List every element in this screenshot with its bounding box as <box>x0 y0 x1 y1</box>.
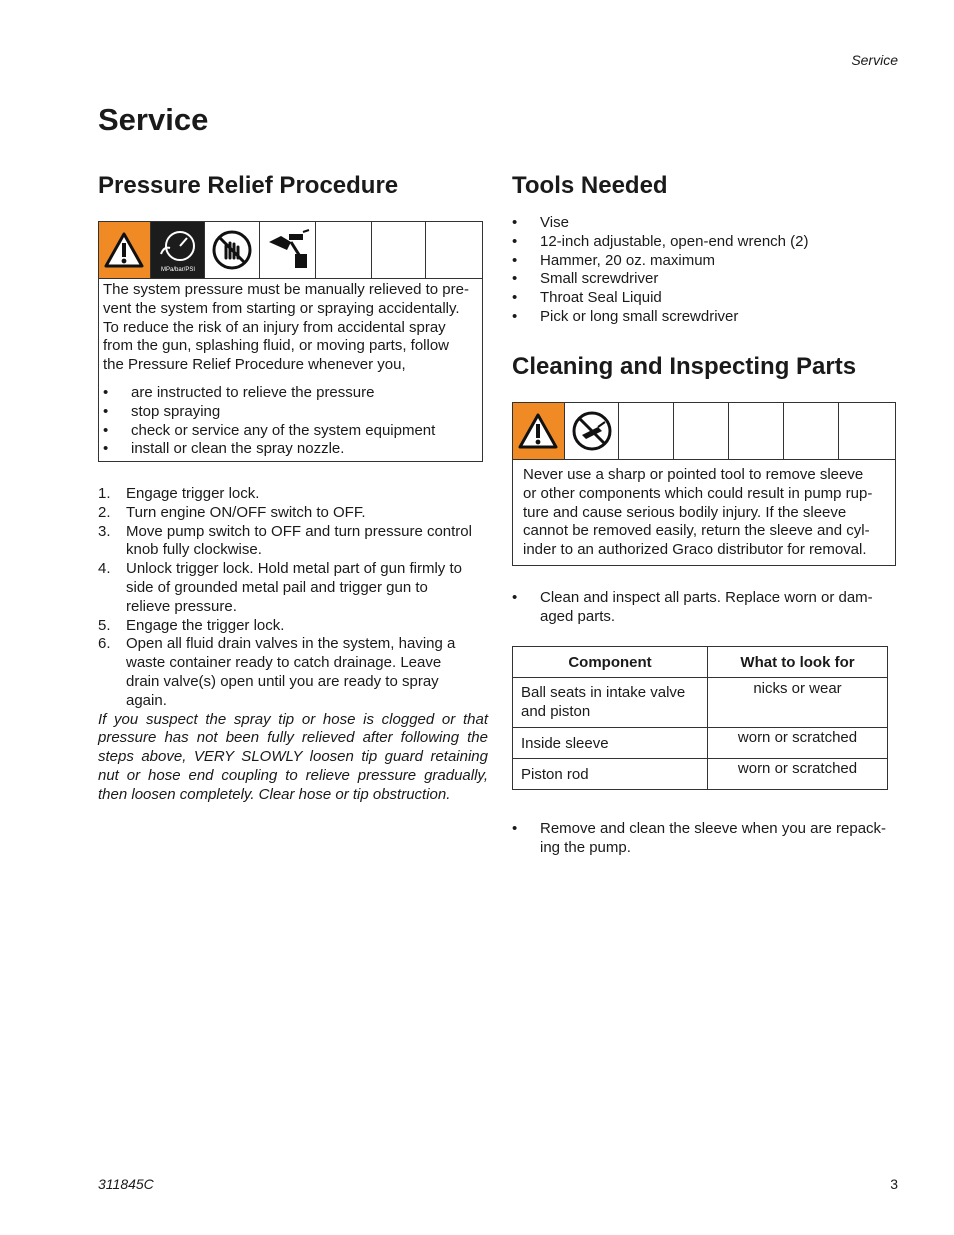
clean-inspect-bullet: • Clean and inspect all parts. Replace worn or dam- aged parts. <box>512 589 873 625</box>
running-header: Service <box>851 52 898 68</box>
tools-list <box>512 214 902 327</box>
cleaning-warning-box <box>512 402 896 566</box>
relief-steps-list <box>98 485 488 805</box>
warning-text-line: To reduce the risk of an injury from accidental spray <box>103 318 446 336</box>
list-item: • check or service any of the system equipment <box>103 421 436 439</box>
doc-number: 311845C <box>98 1176 154 1192</box>
warning-triangle-icon <box>99 222 151 278</box>
list-item: • Hammer, 20 oz. maximum <box>512 251 716 269</box>
list-item: • Throat Seal Liquid <box>512 289 662 307</box>
warning-text-line: or other components which could result in pump rup- <box>523 484 873 502</box>
list-item: • install or clean the spray nozzle. <box>103 440 345 458</box>
spray-gun-trigger-icon <box>260 222 316 278</box>
warning-text-line: the Pressure Relief Procedure whenever you, <box>103 356 406 374</box>
list-item: • Pick or long small screwdriver <box>512 307 739 325</box>
pressure-relief-heading: Pressure Relief Procedure <box>98 172 399 199</box>
warning-triangle-icon <box>513 403 565 459</box>
table-header: Component <box>513 647 708 678</box>
warning-text-line: vent the system from starting or spraying accidentally. <box>103 299 460 317</box>
warning-text-line: cannot be removed easily, return the sleeve and cyl- <box>523 522 870 540</box>
step-item: 3. Move pump switch to OFF and turn pressure control knob fully clockwise. <box>98 522 472 559</box>
list-item: • Small screwdriver <box>512 270 659 288</box>
pressure-relief-warning-box <box>98 221 483 462</box>
list-item: • Vise <box>512 214 569 231</box>
svg-text:MPa/bar/PSI: MPa/bar/PSI <box>160 267 195 273</box>
warning-text-line: Never use a sharp or pointed tool to remove sleeve <box>523 466 864 483</box>
no-sharp-tool-icon <box>565 403 620 459</box>
table-row: Ball seats in intake valve and piston nicks or wear <box>513 678 888 728</box>
table-header: What to look for <box>708 647 888 678</box>
warning-text-line: from the gun, splashing fluid, or moving parts, follow <box>103 337 450 355</box>
step-item: 6. Open all fluid drain valves in the system, having a waste container ready to catch drainage. Leave drain valve(s) open until you are ready to spray again. <box>98 635 456 709</box>
page-number: 3 <box>890 1176 898 1192</box>
list-item: • stop spraying <box>103 402 221 420</box>
tools-needed-heading: Tools Needed <box>512 172 668 199</box>
pressure-gauge-icon <box>151 222 206 278</box>
step-item: 5. Engage the trigger lock. <box>98 616 285 634</box>
table-row: Piston rod worn or scratched <box>513 759 888 790</box>
clog-note: If you suspect the spray tip or hose is clogged or that pressure has not been fully relieved after following the steps above, VERY SLOWLY loosen tip guard retaining nut or hose end coupling to relieve pressure gradually, then loosen completely. Clear hose or tip obstruction. <box>98 710 488 803</box>
warning-text-line: inder to an authorized Graco distributor for removal. <box>523 541 867 559</box>
step-item: 4. Unlock trigger lock. Hold metal part of gun firmly to side of grounded metal pail and trigger gun to relieve pressure. <box>98 560 462 615</box>
list-item: • 12-inch adjustable, open-end wrench (2) <box>512 232 809 250</box>
table-row: Inside sleeve worn or scratched <box>513 728 888 759</box>
step-item: 1. Engage trigger lock. <box>98 485 260 502</box>
warning-text-line: The system pressure must be manually relieved to pre- <box>103 281 469 298</box>
warning-text-line: ture and cause serious bodily injury. If the sleeve <box>523 503 847 521</box>
remove-sleeve-bullet: • Remove and clean the sleeve when you are repack- ing the pump. <box>512 820 887 856</box>
list-item: • are instructed to relieve the pressure <box>103 383 375 401</box>
step-item: 2. Turn engine ON/OFF switch to OFF. <box>98 503 366 521</box>
cleaning-heading: Cleaning and Inspecting Parts <box>512 353 857 380</box>
inspection-table <box>512 646 888 790</box>
page-title: Service <box>98 102 209 137</box>
no-hand-icon <box>205 222 260 278</box>
